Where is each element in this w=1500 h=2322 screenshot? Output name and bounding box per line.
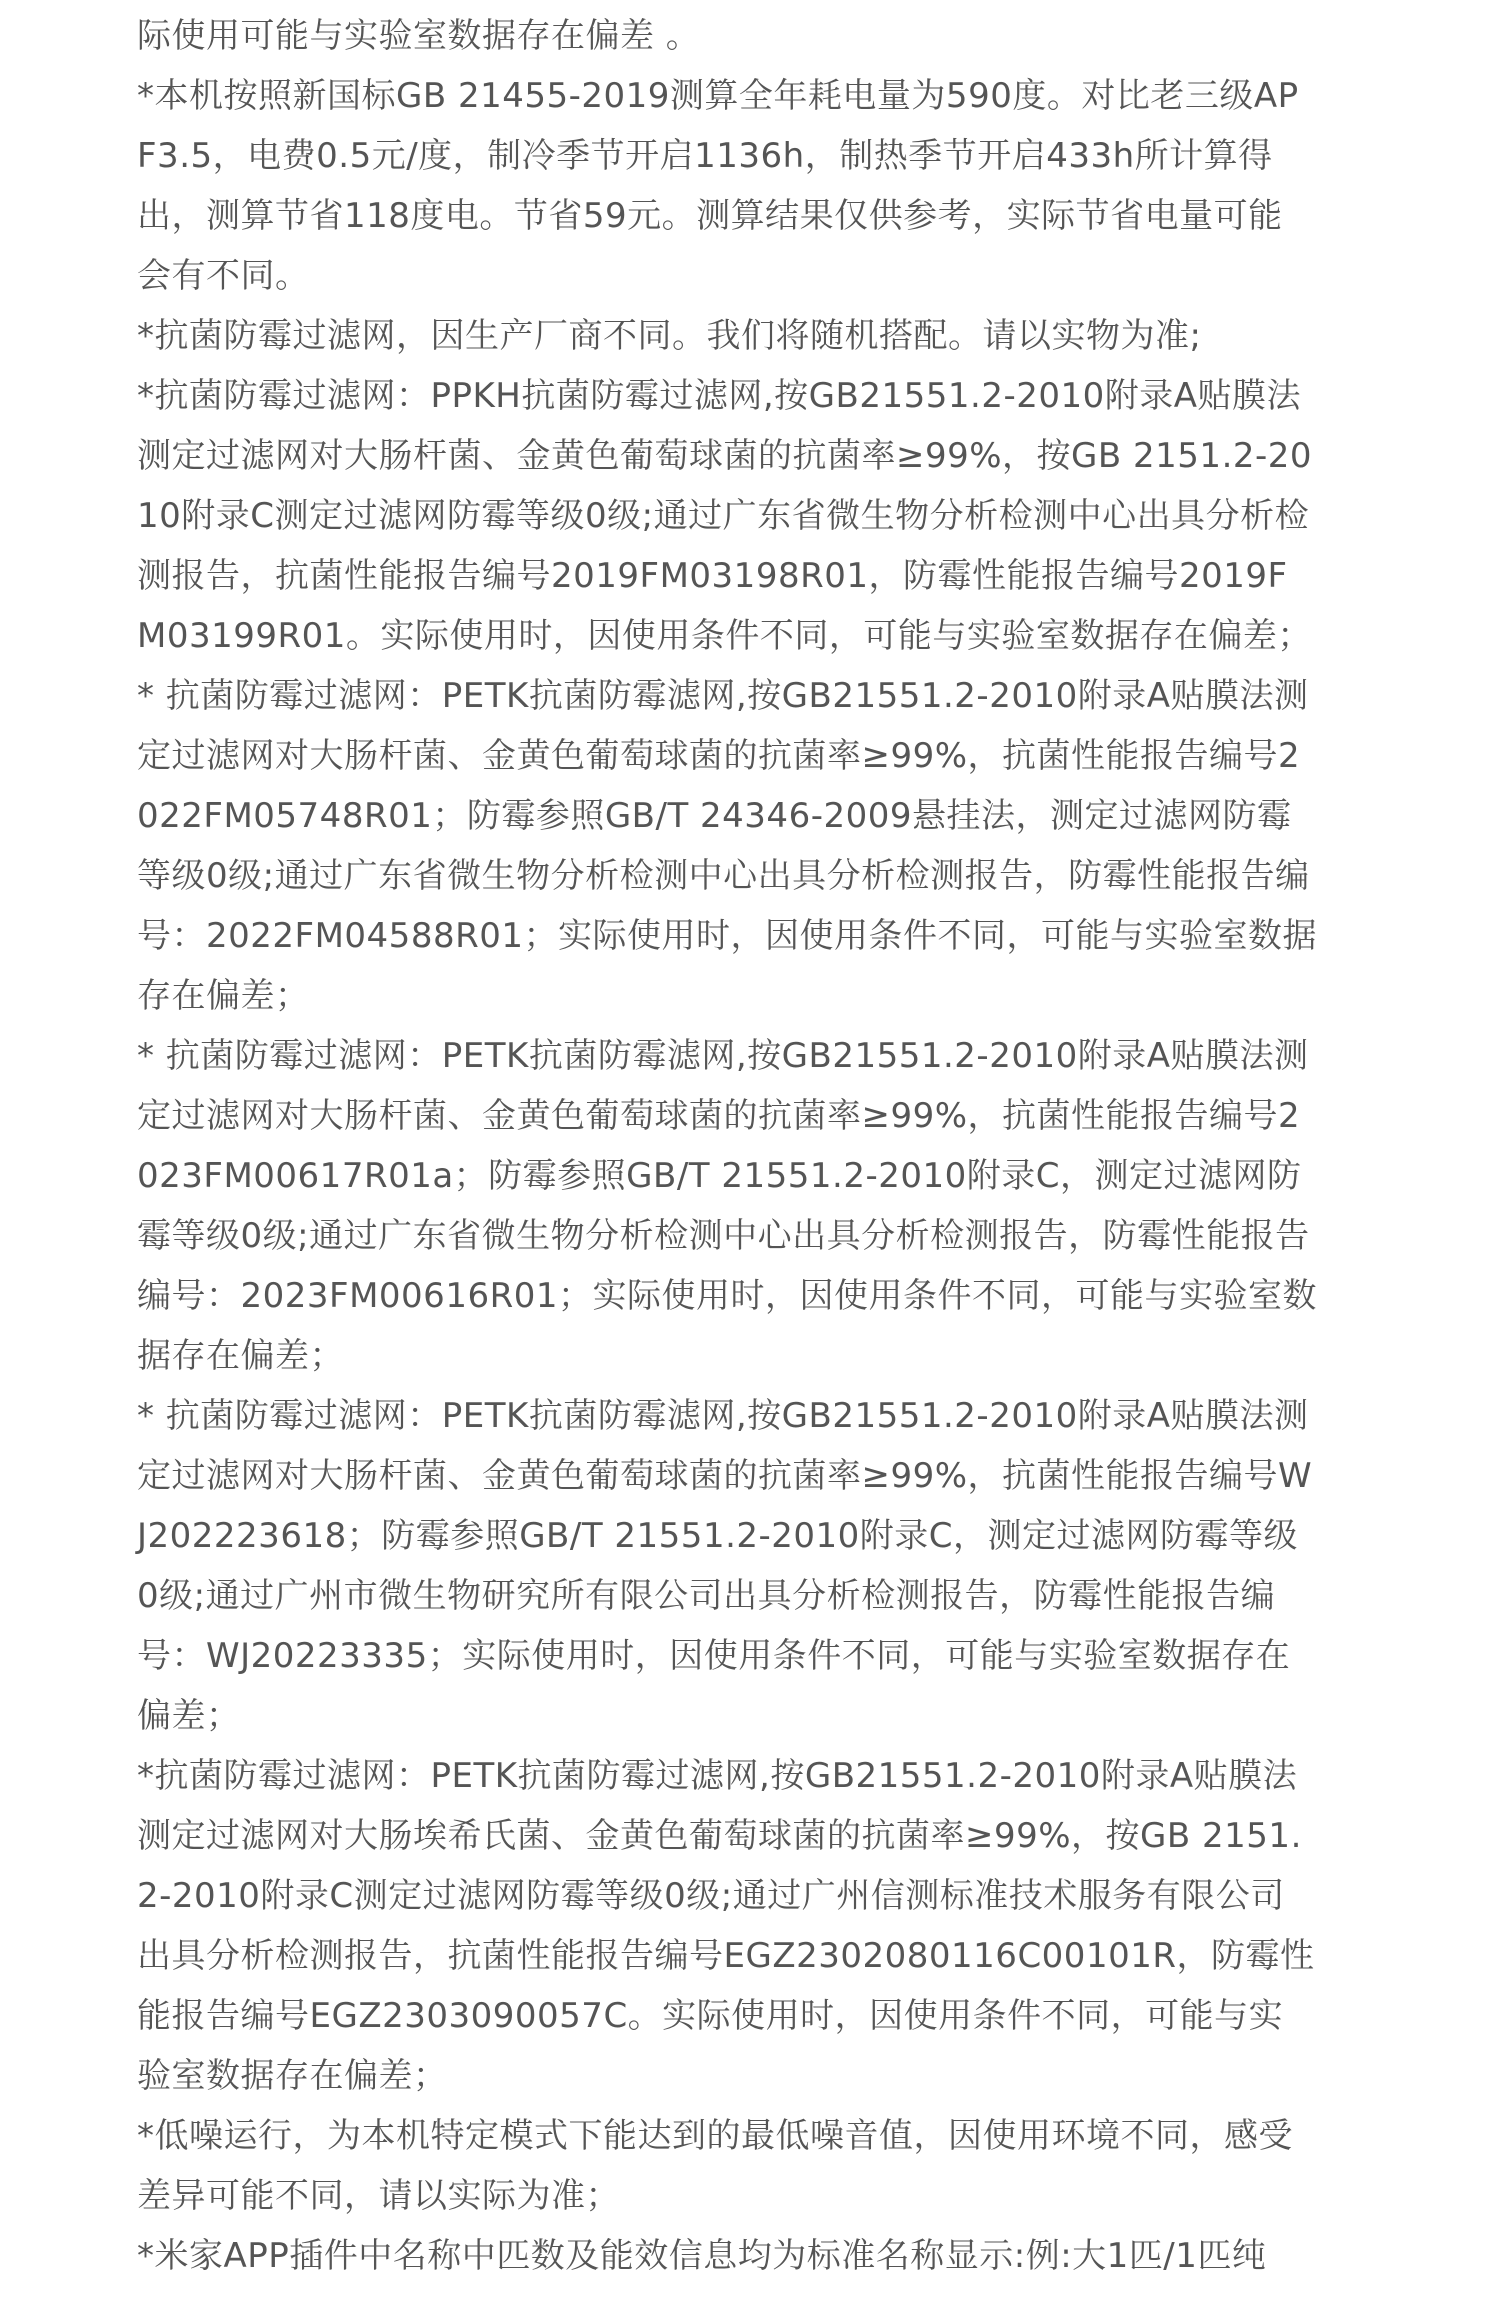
note-continuation: 际使用可能与实验室数据存在偏差 。 (137, 16, 701, 56)
note-filter-petk-2023: * 抗菌防霉过滤网：PETK抗菌防霉滤网,按GB21551.2-2010附录A贴膜法测定过滤网对大肠杆菌、金黄色葡萄球菌的抗菌率≥99%，抗菌性能报告编号2023FM00617R01a；防霉参照GB/T 21551.2-2010附录C，测定过滤网防霉等级0级;通过广东省微生物分析检测中心出具分析检测报告，防霉性能报告编号：2023FM00616R01；实际使用时，因使用条件不同，可能与实验室数据存在偏差； (137, 1036, 1317, 1376)
note-filter-petk-2022: * 抗菌防霉过滤网：PETK抗菌防霉滤网,按GB21551.2-2010附录A贴膜法测定过滤网对大肠杆菌、金黄色葡萄球菌的抗菌率≥99%，抗菌性能报告编号2022FM05748R01；防霉参照GB/T 24346-2009悬挂法，测定过滤网防霉等级0级;通过广东省微生物分析检测中心出具分析检测报告，防霉性能报告编号：2022FM04588R01；实际使用时，因使用条件不同，可能与实验室数据存在偏差； (137, 676, 1317, 1016)
note-filter-random-supplier: *抗菌防霉过滤网，因生产厂商不同。我们将随机搭配。请以实物为准; (137, 316, 1202, 356)
note-low-noise: *低噪运行，为本机特定模式下能达到的最低噪音值，因使用环境不同，感受差异可能不同，请以实际为准； (137, 2116, 1293, 2216)
note-filter-petk-egz: *抗菌防霉过滤网：PETK抗菌防霉过滤网,按GB21551.2-2010附录A贴膜法测定过滤网对大肠埃希氏菌、金黄色葡萄球菌的抗菌率≥99%，按GB 2151.2-2010附录C测定过滤网防霉等级0级;通过广州信测标准技术服务有限公司出具分析检测报告，抗菌性能报告编号EGZ2302080116C00101R，防霉性能报告编号EGZ2303090057C。实际使用时，因使用条件不同，可能与实验室数据存在偏差； (137, 1756, 1315, 2096)
note-mijia-app: *米家APP插件中名称中匹数及能效信息均为标准名称显示:例:大1匹/1匹纯 (137, 2236, 1267, 2276)
note-energy-consumption: *本机按照新国标GB 21455-2019测算全年耗电量为590度。对比老三级APF3.5，电费0.5元/度，制冷季节开启1136h，制热季节开启433h所计算得出，测算节省118度电。节省59元。测算结果仅供参考，实际节省电量可能会有不同。 (137, 76, 1299, 296)
note-filter-petk-wj: * 抗菌防霉过滤网：PETK抗菌防霉滤网,按GB21551.2-2010附录A贴膜法测定过滤网对大肠杆菌、金黄色葡萄球菌的抗菌率≥99%，抗菌性能报告编号WJ202223618；防霉参照GB/T 21551.2-2010附录C，测定过滤网防霉等级0级;通过广州市微生物研究所有限公司出具分析检测报告，防霉性能报告编号：WJ20223335；实际使用时，因使用条件不同，可能与实验室数据存在偏差； (137, 1396, 1313, 1736)
disclaimer-notes (137, 6, 1317, 2286)
note-filter-ppkh: *抗菌防霉过滤网：PPKH抗菌防霉过滤网,按GB21551.2-2010附录A贴膜法测定过滤网对大肠杆菌、金黄色葡萄球菌的抗菌率≥99%，按GB 2151.2-2010附录C测定过滤网防霉等级0级;通过广东省微生物分析检测中心出具分析检测报告，抗菌性能报告编号2019FM03198R01，防霉性能报告编号2019FM03199R01。实际使用时，因使用条件不同，可能与实验室数据存在偏差； (137, 376, 1313, 656)
